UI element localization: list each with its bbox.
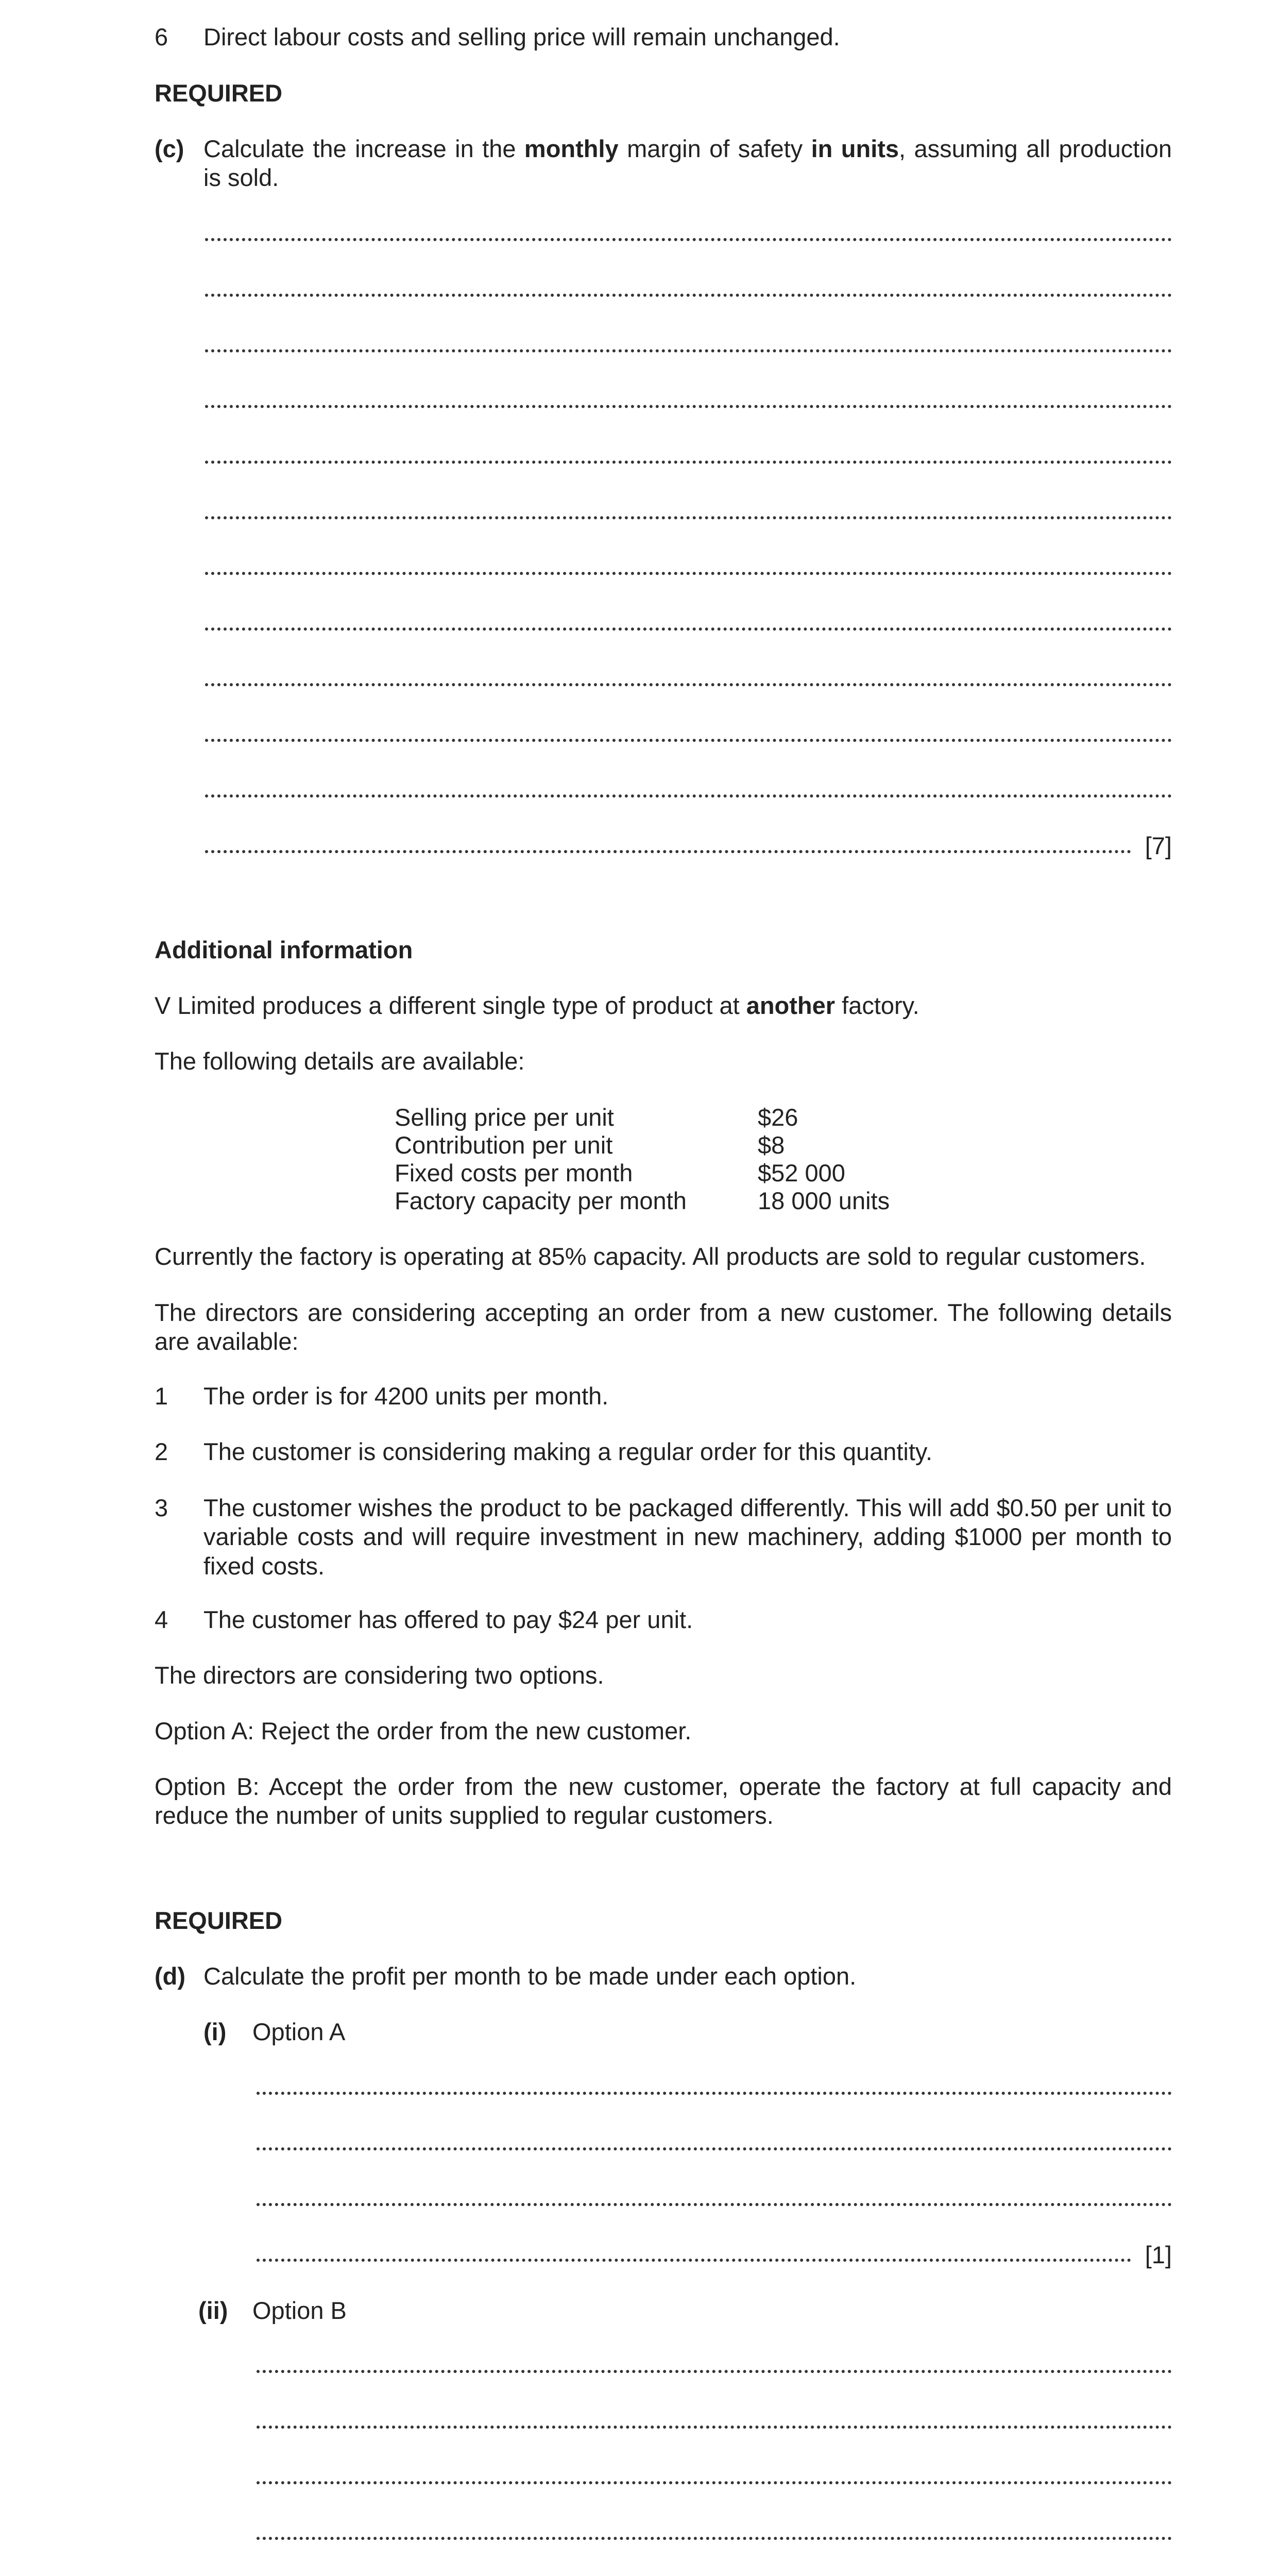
details-row — [395, 1131, 785, 1160]
details-label: Factory capacity per month — [395, 1187, 687, 1214]
part-c-label: (c) — [155, 135, 184, 162]
required-heading: REQUIRED — [155, 79, 283, 107]
sub-part-text: Option B — [252, 2297, 347, 2324]
answer-line[interactable] — [205, 516, 1172, 519]
point-number: 3 — [155, 1494, 168, 1521]
point-number: 4 — [155, 1606, 168, 1633]
part-c-question: Calculate the increase in the monthly margin of safety in units, assuming all production is sold. — [203, 135, 1172, 192]
item-text: Direct labour costs and selling price will remain unchanged. — [203, 23, 840, 50]
details-row — [395, 1187, 890, 1215]
marks-label: [7] — [1145, 832, 1172, 859]
answer-line[interactable] — [257, 2537, 1172, 2540]
point-text: The customer has offered to pay $24 per unit. — [203, 1606, 693, 1633]
answer-line[interactable] — [205, 628, 1172, 631]
answer-line[interactable] — [205, 739, 1172, 742]
point-text: The order is for 4200 units per month. — [203, 1382, 609, 1410]
answer-line[interactable] — [257, 2259, 1131, 2262]
paragraph: The following details are available: — [155, 1047, 525, 1075]
answer-line[interactable] — [205, 850, 1131, 853]
answer-line[interactable] — [205, 461, 1172, 464]
point-text: The customer wishes the product to be packaged differently. This will add $0.50 per unit to variable costs and will require investment in new machinery, adding $1000 per month to fixed costs. — [203, 1494, 1172, 1580]
paragraph: V Limited produces a different single type of product at another factory. — [155, 992, 919, 1019]
details-row — [395, 1159, 845, 1188]
answer-line[interactable] — [205, 349, 1172, 352]
details-label: Selling price per unit — [395, 1104, 614, 1131]
item-number: 6 — [155, 23, 168, 50]
point-number: 1 — [155, 1382, 168, 1410]
paragraph: The directors are considering two options. — [155, 1662, 604, 1689]
answer-line[interactable] — [205, 238, 1172, 241]
paragraph: The directors are considering accepting an order from a new customer. The following details are available: — [155, 1299, 1172, 1355]
answer-line[interactable] — [205, 294, 1172, 297]
required-heading: REQUIRED — [155, 1907, 283, 1934]
marks-label: [1] — [1145, 2241, 1172, 2268]
point-text: The customer is considering making a regular order for this quantity. — [203, 1438, 933, 1465]
details-label: Contribution per unit — [395, 1131, 613, 1159]
section-heading: Additional information — [155, 936, 413, 963]
answer-line[interactable] — [257, 2426, 1172, 2429]
answer-line[interactable] — [257, 2481, 1172, 2484]
sub-part-label: (ii) — [198, 2297, 228, 2324]
answer-line[interactable] — [205, 794, 1172, 798]
part-d-question: Calculate the profit per month to be made under each option. — [203, 1962, 857, 1990]
answer-line[interactable] — [205, 683, 1172, 686]
option-b-text: Option B: Accept the order from the new customer, operate the factory at full capacity and reduce the number of units supplied to regular customers. — [155, 1773, 1172, 1829]
details-value: $52 000 — [758, 1159, 845, 1187]
point-number: 2 — [155, 1438, 168, 1465]
answer-line[interactable] — [257, 2203, 1172, 2206]
details-value: 18 000 units — [758, 1187, 890, 1214]
answer-line[interactable] — [205, 572, 1172, 575]
sub-part-text: Option A — [252, 2018, 346, 2045]
details-value: $8 — [758, 1131, 785, 1159]
details-label: Fixed costs per month — [395, 1159, 633, 1187]
answer-line[interactable] — [257, 2370, 1172, 2373]
answer-line[interactable] — [205, 405, 1172, 408]
paragraph: Currently the factory is operating at 85% capacity. All products are sold to regular customers. — [155, 1243, 1146, 1270]
details-table — [395, 1103, 961, 1222]
sub-part-label: (i) — [203, 2018, 227, 2045]
option-a-text: Option A: Reject the order from the new customer. — [155, 1717, 692, 1744]
details-value: $26 — [758, 1104, 798, 1131]
answer-line[interactable] — [257, 2147, 1172, 2150]
part-d-label: (d) — [155, 1962, 186, 1990]
answer-line[interactable] — [257, 2092, 1172, 2095]
details-row — [395, 1103, 798, 1132]
